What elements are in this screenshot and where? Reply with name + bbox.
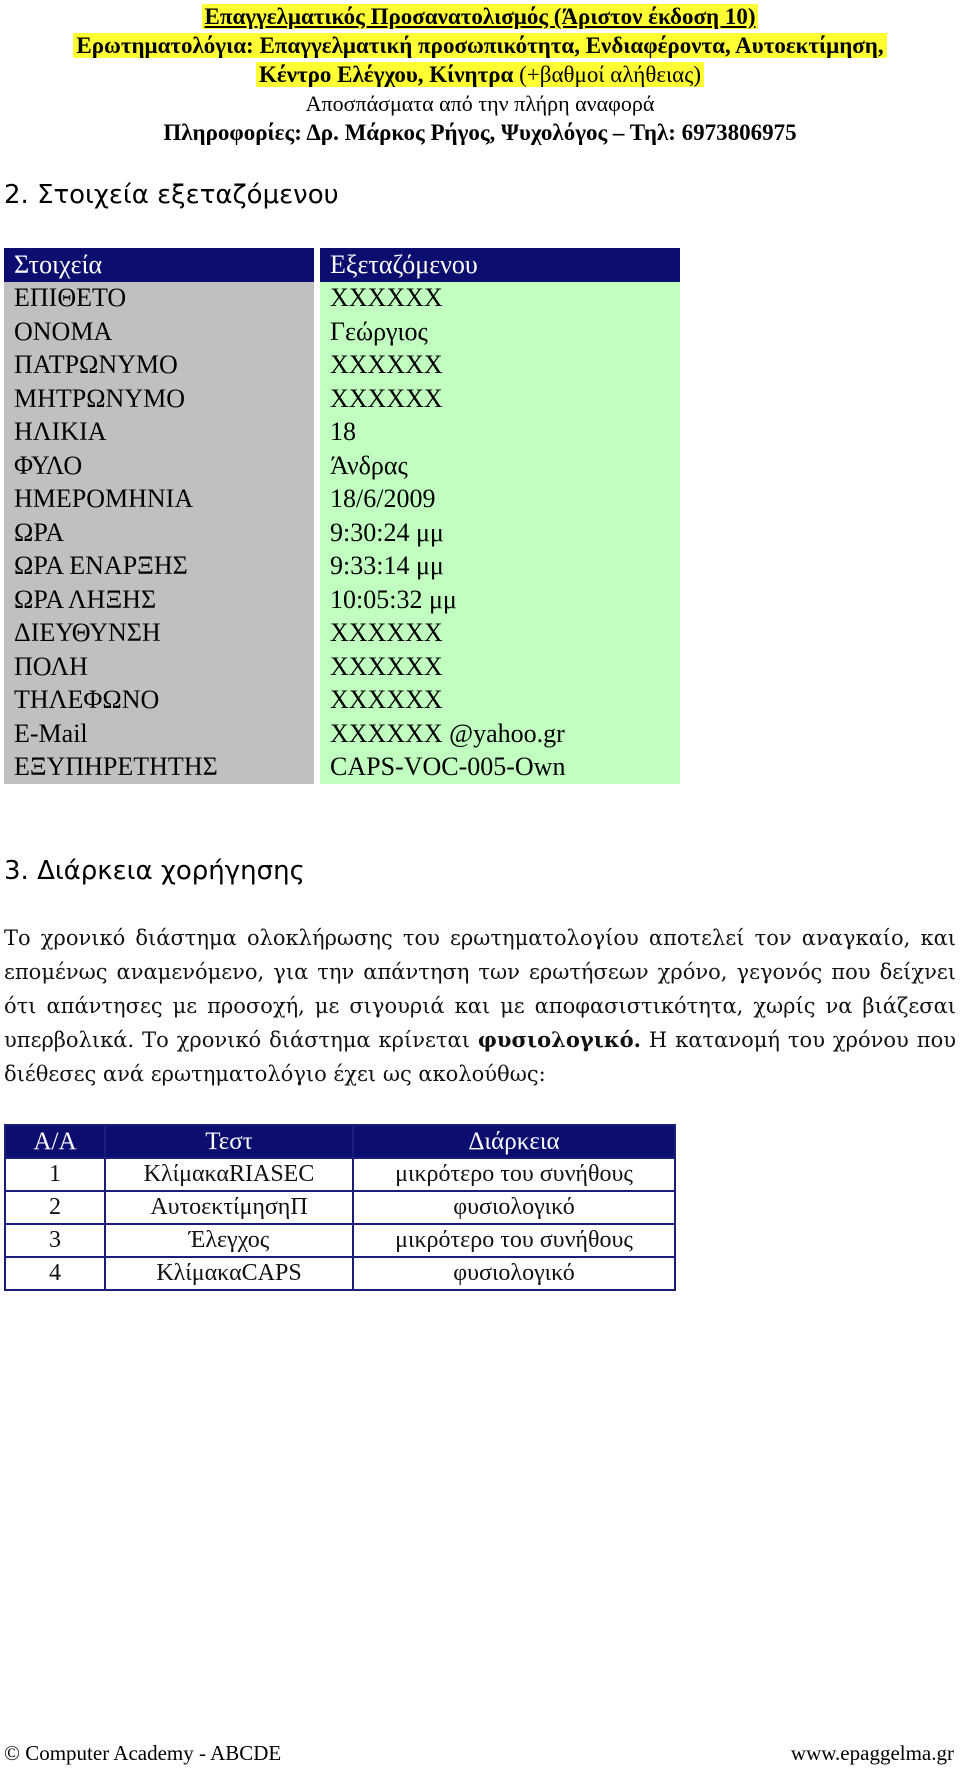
- field-value: 9:30:24 μμ: [317, 516, 680, 550]
- field-label: ΜΗΤΡΩΝΥΜΟ: [4, 382, 317, 416]
- field-label: ΕΠΙΘΕΤΟ: [4, 282, 317, 316]
- examinee-details-table: [4, 248, 680, 784]
- field-value: XXXXXX: [317, 684, 680, 718]
- field-label: ΠΑΤΡΩΝΥΜΟ: [4, 349, 317, 383]
- test-name-cell: ΚλίμακαRIASEC: [105, 1158, 353, 1191]
- table-row: [4, 717, 680, 751]
- table-row: [5, 1158, 675, 1191]
- duration-table-header: [5, 1125, 675, 1158]
- field-label: ΗΜΕΡΟΜΗΝΙΑ: [4, 483, 317, 517]
- header-line3-plain: (+βαθμοί αλήθειας): [513, 62, 702, 87]
- header-line3-bold: Κέντρο Ελέγχου, Κίνητρα: [258, 62, 514, 87]
- table-row: [5, 1257, 675, 1290]
- field-value: 10:05:32 μμ: [317, 583, 680, 617]
- field-value: XXXXXX: [317, 282, 680, 316]
- header-questionnaires-line: Ερωτηματολόγια: Επαγγελματική προσωπικότητα, Ενδιαφέροντα, Αυτοεκτίμηση,: [73, 33, 886, 58]
- header-subtitle: Αποσπάσματα από την πλήρη αναφορά: [305, 91, 655, 116]
- header-contact-info: Πληροφορίες: Δρ. Μάρκος Ρήγος, Ψυχολόγος – Τηλ: 6973806975: [163, 120, 797, 145]
- row-index-cell: 1: [5, 1158, 105, 1191]
- field-value: 9:33:14 μμ: [317, 550, 680, 584]
- field-value: XXXXXX: [317, 349, 680, 383]
- table-row: [4, 449, 680, 483]
- field-value: CAPS-VOC-005-Own: [317, 751, 680, 785]
- field-label: E-Mail: [4, 717, 317, 751]
- footer-copyright: © Computer Academy - ABCDE: [4, 1741, 282, 1765]
- field-label: ΩΡΑ ΕΝΑΡΞΗΣ: [4, 550, 317, 584]
- column-header-index: Α/Α: [5, 1125, 105, 1158]
- examinee-table-header: [4, 248, 680, 282]
- table-row: [5, 1224, 675, 1257]
- test-name-cell: ΚλίμακαCAPS: [105, 1257, 353, 1290]
- table-row: [4, 483, 680, 517]
- row-index-cell: 4: [5, 1257, 105, 1290]
- table-row: [4, 382, 680, 416]
- field-value: 18/6/2009: [317, 483, 680, 517]
- duration-paragraph: [4, 921, 956, 1091]
- table-row: [5, 1191, 675, 1224]
- field-label: ΗΛΙΚΙΑ: [4, 416, 317, 450]
- paragraph-verdict: φυσιολογικό.: [477, 1027, 641, 1052]
- field-value: Άνδρας: [317, 449, 680, 483]
- field-label: ΟΝΟΜΑ: [4, 315, 317, 349]
- header-cell-examinee: Εξεταζόμενου: [317, 248, 680, 282]
- header-cell-details: Στοιχεία: [4, 248, 317, 282]
- duration-cell: μικρότερο του συνήθους: [353, 1158, 675, 1191]
- column-header-test: Τεστ: [105, 1125, 353, 1158]
- paragraph-text: Το χρονικό διάστημα ολοκλήρωσης του ερωτηματολογίου αποτελεί τον αναγκαίο, και επομένως αναμενόμενο, για την απάντηση των ερωτήσεων χρόνο, γεγονός που δείχνει ότι απάντησες με προσοχή, με σιγουριά και με αποφασιστικότητα, χωρίς να βιάζεσαι υπερβολικά. Το χρονικό διάστημα κρίνεται: [4, 926, 956, 1052]
- field-label: ΦΥΛΟ: [4, 449, 317, 483]
- field-value: 18: [317, 416, 680, 450]
- table-row: [4, 416, 680, 450]
- duration-cell: φυσιολογικό: [353, 1191, 675, 1224]
- table-row: [4, 583, 680, 617]
- test-name-cell: ΑυτοεκτίμησηΠ: [105, 1191, 353, 1224]
- table-row: [4, 282, 680, 316]
- duration-cell: μικρότερο του συνήθους: [353, 1224, 675, 1257]
- document-header: [0, 2, 960, 148]
- section-3-title: 3. Διάρκεια χορήγησης: [4, 856, 305, 886]
- row-index-cell: 2: [5, 1191, 105, 1224]
- table-row: [4, 684, 680, 718]
- field-value: Γεώργιος: [317, 315, 680, 349]
- test-name-cell: Έλεγχος: [105, 1224, 353, 1257]
- row-index-cell: 3: [5, 1224, 105, 1257]
- header-title[interactable]: Επαγγελματικός Προσανατολισμός (Άριστον έκδοση 10): [202, 4, 759, 29]
- footer-website: www.epaggelma.gr: [790, 1741, 954, 1765]
- column-header-duration: Διάρκεια: [353, 1125, 675, 1158]
- field-value: XXXXXX: [317, 382, 680, 416]
- field-label: ΤΗΛΕΦΩΝΟ: [4, 684, 317, 718]
- header-questionnaires-line-2: [256, 62, 704, 87]
- table-row: [4, 550, 680, 584]
- table-row: [4, 617, 680, 651]
- field-label: ΔΙΕΥΘΥΝΣΗ: [4, 617, 317, 651]
- field-label: ΩΡΑ ΛΗΞΗΣ: [4, 583, 317, 617]
- field-value: XXXXXX @yahoo.gr: [317, 717, 680, 751]
- table-row: [4, 315, 680, 349]
- paragraph-text-end: Η κατανομή του χρόνου που διέθεσες ανά ερωτηματολόγιο έχει ως ακολούθως:: [4, 1028, 956, 1086]
- field-label: ΠΟΛΗ: [4, 650, 317, 684]
- field-label: ΕΞΥΠΗΡΕΤΗΤΗΣ: [4, 751, 317, 785]
- field-label: ΩΡΑ: [4, 516, 317, 550]
- table-row: [4, 650, 680, 684]
- field-value: XXXXXX: [317, 617, 680, 651]
- table-row: [4, 516, 680, 550]
- table-row: [4, 751, 680, 785]
- duration-table: [4, 1124, 676, 1291]
- section-2-title: 2. Στοιχεία εξεταζόμενου: [4, 180, 339, 210]
- field-value: XXXXXX: [317, 650, 680, 684]
- duration-cell: φυσιολογικό: [353, 1257, 675, 1290]
- table-row: [4, 349, 680, 383]
